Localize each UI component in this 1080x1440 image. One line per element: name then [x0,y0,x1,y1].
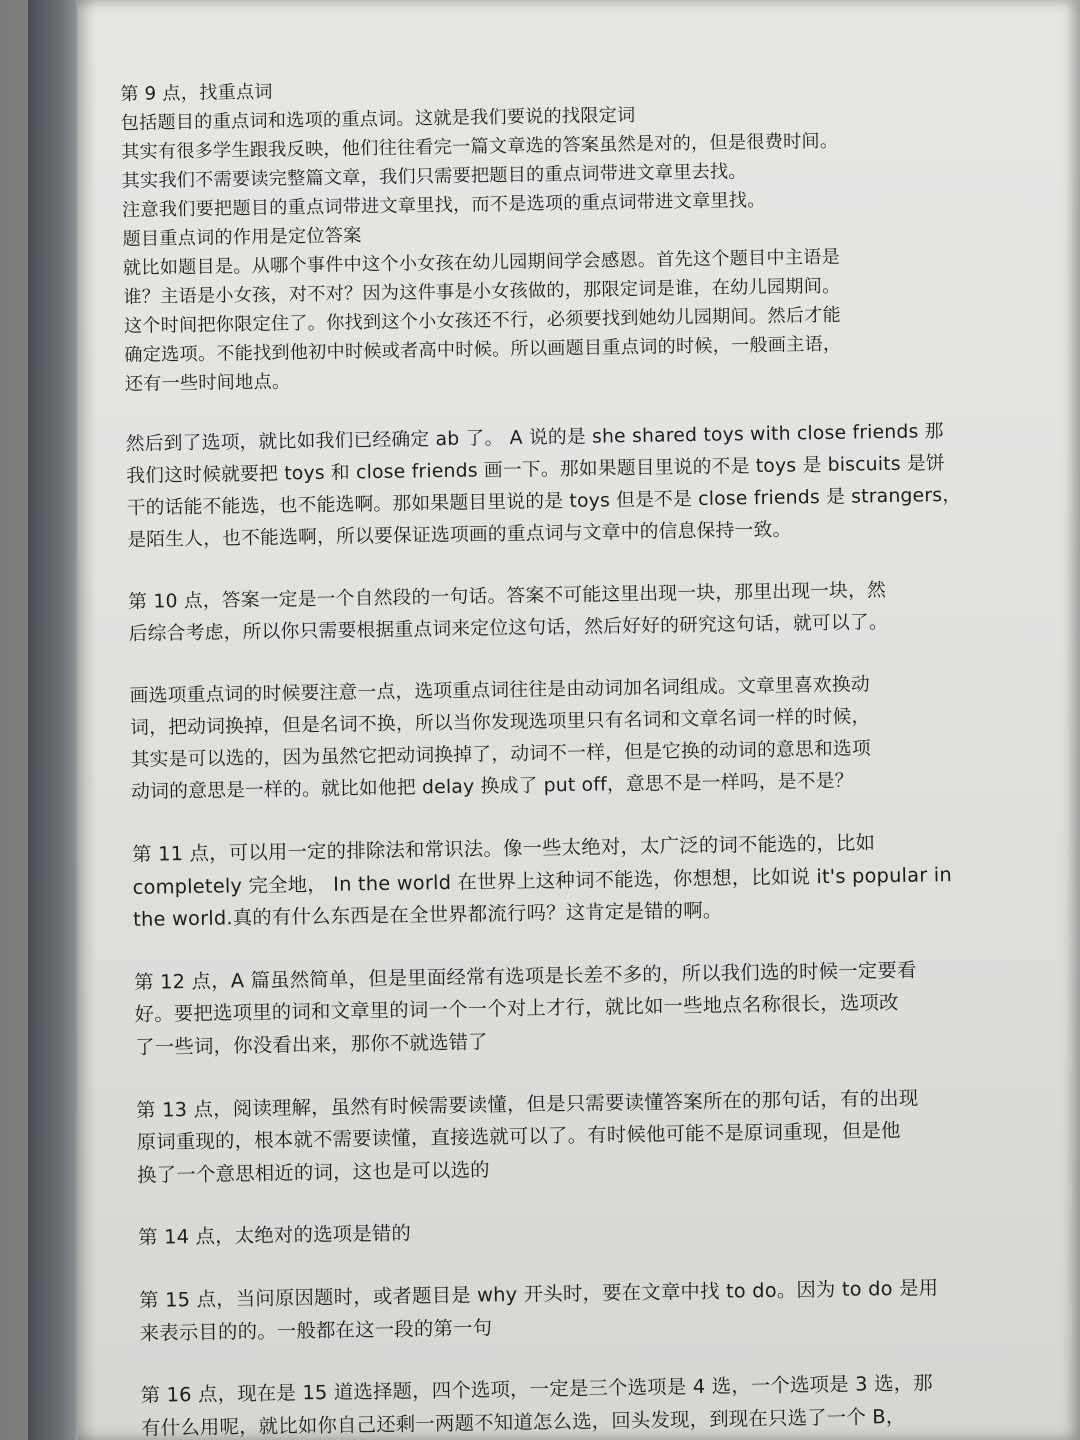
text-line: 来表示目的的。一般都在这一段的第一句 [139,1315,493,1345]
text-line: 这个时间把你限定住了。你找到这个小女孩还不行，必须要找到她幼儿园期间。然后才能 [123,304,842,337]
text-line: 第 13 点，阅读理解，虽然有时候需要读懂，但是只需要读懂答案所在的那句话，有的出现 [135,1086,919,1122]
text-line: 干的话能不能选，也不能选啊。那如果题目里说的是 toys 但是不是 close friends 是 strangers， [126,484,962,519]
text-line: 第 15 点，当问原因题时，或者题目是 why 开头时，要在文章中找 to do。因为 to do 是用 [138,1276,939,1312]
text-line: 我们这时候就要把 toys 和 close friends 画一下。那如果题目里说的不是 toys 是 biscuits 是饼 [126,453,946,487]
text-line: 了一些词，你没看出来，那你不就选错了 [135,1030,488,1059]
text-line: 词，把动词换掉，但是名词不换，所以当你发现选项里只有名词和文章名词一样的时候， [130,706,871,739]
text-line: 然后到了选项，就比如我们已经确定 ab 了。 A 说的是 she shared toys with close friends 那 [125,421,944,455]
text-line: 题目重点词的作用是定位答案 [122,225,362,250]
text-line: 后综合考虑，所以你只需要根据重点词来定位这句话，然后好好的研究这句话，就可以了。 [128,612,889,645]
text-line: 其实是可以选的，因为虽然它把动词换掉了，动词不一样，但是它换的动词的意思和选项 [130,738,872,771]
paragraph-point-16 [140,1366,1031,1440]
paragraph-point-13 [136,1080,1027,1192]
text-line: completely 完全地， In the world 在世界上这种词不能选，你想想，比如说 it's popular in [132,862,953,899]
text-line: 第 12 点，A 篇虽然简单，但是里面经常有选项是长差不多的，所以我们选的时候一定要看 [133,958,917,994]
paragraph-point-10-options [129,667,1021,809]
text-line: 动词的意思是一样的。就比如他把 delay 换成了 put off，意思不是一样吗，是不是？ [131,770,854,803]
text-line: 注意我们要把题目的重点词带进文章里找，而不是选项的重点词带进文章里找。 [121,189,766,221]
document-page [78,0,1080,1440]
text-line: 第 10 点，答案一定是一个自然段的一句话。答案不可能这里出现一块，那里出现一块，然 [128,580,887,613]
underlying-page-edge [0,0,28,1440]
text-line: 确定选项。不能找到他初中时候或者高中时候。所以画题目重点词的时候，一般画主语， [124,333,842,366]
text-line: 就比如题目是。从哪个事件中这个小女孩在幼儿园期间学会感恩。首先这个题目中主语是 [122,246,841,279]
text-line: 换了一个意思相近的词，这也是可以选的 [137,1158,490,1187]
text-line: 是陌生人，也不能选啊，所以要保证选项画的重点词与文章中的信息保持一致。 [127,519,792,551]
paragraph-point-11 [132,825,1023,937]
text-line: 第 9 点，找重点词 [120,81,273,105]
text-line: 第 16 点，现在是 15 道选择题，四个选项，一定是三个选项是 4 选，一个选项是 3 选，那 [140,1371,933,1407]
text-line: 第 11 点，可以用一定的排除法和常识法。像一些太绝对，太广泛的词不能选的，比如 [131,831,876,866]
text-line: 包括题目的重点词和选项的重点词。这就是我们要说的找限定词 [120,104,636,134]
text-line: 画选项重点词的时候要注意一点，选项重点词往往是由动词加名词组成。文章里喜欢换动 [129,674,871,707]
text-line: 还有一些时间地点。 [124,371,291,395]
document-body [120,66,1031,1440]
text-line: 其实我们不需要读完整篇文章，我们只需要把题目的重点词带进文章里去找。 [121,161,747,192]
text-line: 其实有很多学生跟我反映，他们往往看完一篇文章选的答案虽然是对的，但是很费时间。 [120,130,839,163]
paragraph-point-9-options [125,415,1017,557]
text-line: 有什么用呢，就比如你自己还剩一两题不知道怎么选，回头发现，到现在只选了一个 B， [140,1404,906,1440]
text-line: 好。要把选项里的词和文章里的词一个一个对上才行，就比如一些地点名称很长，选项改 [134,991,899,1027]
text-line: the world.真的有什么东西是在全世界都流行吗？这肯定是错的啊。 [133,898,723,932]
paragraph-point-9 [120,66,1015,399]
text-line: 原词重现的，根本就不需要读懂，直接选就可以了。有时候他可能不是原词重现，但是他 [136,1119,901,1155]
text-line: 谁？主语是小女孩，对不对？因为这件事是小女孩做的，那限定词是谁，在幼儿园期间。 [123,275,841,308]
text-line: 第 14 点，太绝对的选项是错的 [138,1221,412,1250]
paragraph-point-12 [134,953,1025,1065]
